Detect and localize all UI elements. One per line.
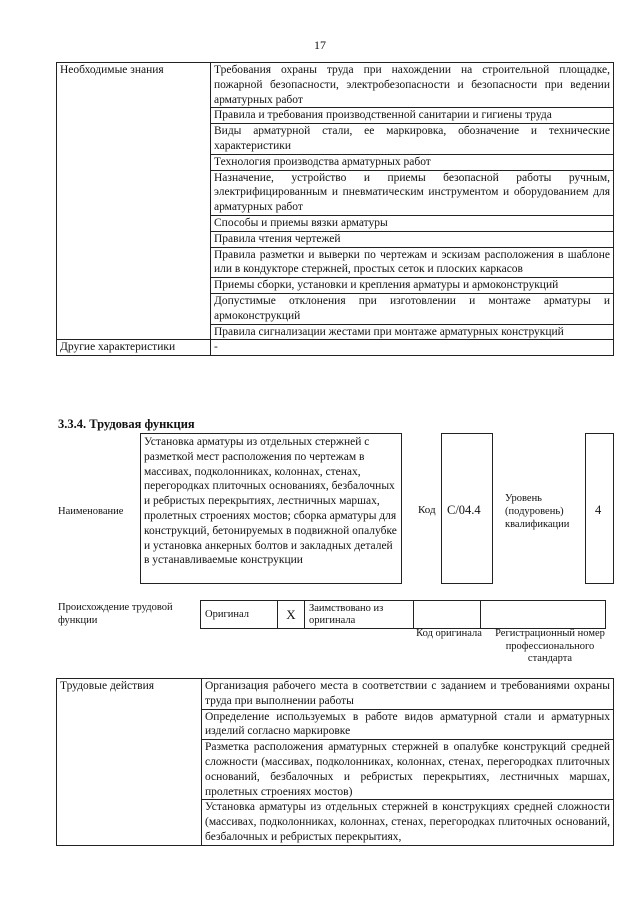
row-item: Допустимые отклонения при изготовлении и монтаже арматуры и армоконструкций [211, 293, 614, 324]
action-item: Установка арматуры из отдельных стержней в конструкциях средней сложности (массивах, подколонниках, колоннах, стенах, перегородках плиточных оснований, безбалочных и ребристых перекрытиях, [202, 800, 614, 845]
row-item: Приемы сборки, установки и крепления арматуры и армоконструкций [211, 278, 614, 294]
name-label: Наименование [58, 506, 124, 517]
code-label: Код [418, 504, 436, 516]
code-value: C/04.4 [447, 503, 481, 517]
section-title: 3.3.4. Трудовая функция [58, 417, 195, 431]
row-label: Другие характеристики [57, 340, 211, 356]
action-item: Организация рабочего места в соответствии с заданием и требованиями охраны труда при выполнении работы [202, 679, 614, 710]
row-label: Необходимые знания [57, 63, 211, 340]
row-item: Правила разметки и выверки по чертежам и эскизам расположения в шаблоне или в кондукторе стержней, простых сеток и плоских каркасов [211, 247, 614, 278]
actions-label: Трудовые действия [57, 679, 202, 846]
action-item: Определение используемых в работе видов арматурной стали и арматурных изделий согласно маркировке [202, 709, 614, 740]
actions-table [56, 678, 614, 846]
row-item: Правила сигнализации жестами при монтаже арматурных конструкций [211, 324, 614, 340]
name-value: Установка арматуры из отдельных стержней с разметкой мест расположения по чертежам в массивах, подколонниках, колоннах, стенах, перегородках плиточных основаниях, безбалочных и ребристых перекрытиях, лестничных маршах, пролетных строениях мостов; сборка арматуры для конструкций, бетонируемых в подвижной опалубке и установка анкерных болтов и закладных деталей в устанавливаемые конструкции [140, 433, 402, 584]
page-number: 17 [314, 38, 326, 52]
level-value: 4 [595, 503, 602, 517]
action-item: Разметка расположения арматурных стержней в опалубке конструкций средней сложности (массивах, подколонниках, колоннах, стенах, перегородках плиточных оснований, безбалочных и ребристых перекрытиях, лестничных маршах, пролетных строениях мостов) [202, 740, 614, 800]
row-item: - [211, 340, 614, 356]
origin-label: Происхождение трудовой функции [58, 602, 173, 626]
row-item: Требования охраны труда при нахождении на строительной площадке, пожарной безопасности, электробезопасности и безопасности при ведении арматурных работ [211, 63, 614, 108]
origin-original: Оригинал [201, 601, 278, 629]
origin-borrowed: Заимствовано из оригинала [305, 601, 414, 629]
row-item: Виды арматурной стали, ее маркировка, обозначение и технические характеристики [211, 124, 614, 155]
row-item: Способы и приемы вязки арматуры [211, 215, 614, 231]
table-row [57, 679, 614, 710]
level-label: Уровень (подуровень) квалификации [505, 493, 570, 530]
origin-caption-reg: Регистрационный номер профессионального стандарта [495, 628, 605, 664]
origin-caption-code: Код оригинала [416, 628, 482, 639]
row-item: Правила и требования производственной санитарии и гигиены труда [211, 108, 614, 124]
row-item: Назначение, устройство и приемы безопасной работы ручным, электрифицированным и пневматическим инструментом и оборудованием для арматурных работ [211, 170, 614, 215]
row-item: Правила чтения чертежей [211, 231, 614, 247]
origin-mark: X [278, 601, 305, 629]
row-item: Технология производства арматурных работ [211, 154, 614, 170]
